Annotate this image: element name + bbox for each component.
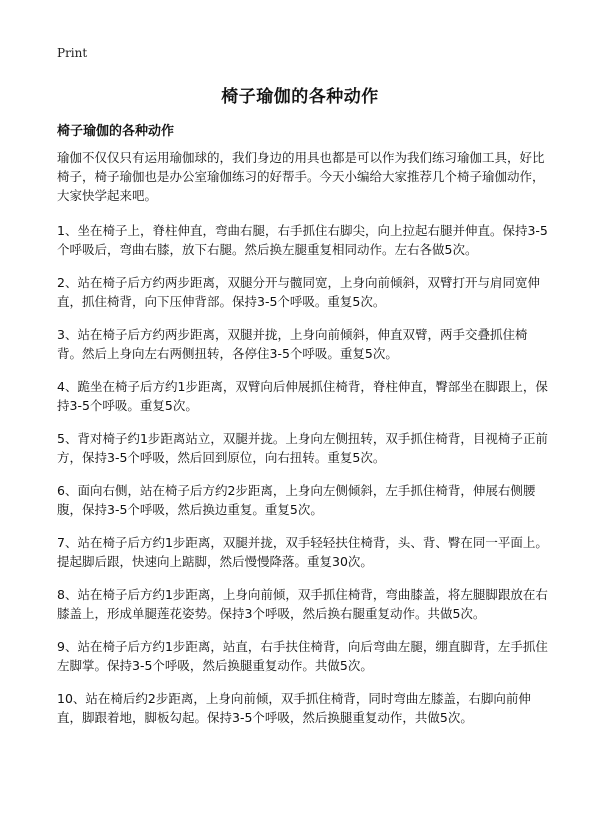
step-paragraph-4: 4、跪坐在椅子后方约1步距离，双臂向后伸展抓住椅背，脊柱伸直，臀部坐在脚跟上，保持3-5个呼吸。重复5次。 xyxy=(57,379,548,413)
article-subtitle: 椅子瑜伽的各种动作 xyxy=(57,124,175,139)
step-paragraph-5: 5、背对椅子约1步距离站立，双腿并拢。上身向左侧扭转，双手抓住椅背，目视椅子正前方，保持3-5个呼吸，然后回到原位，向右扭转。重复5次。 xyxy=(57,431,548,465)
step-paragraph-2: 2、站在椅子后方约两步距离，双腿分开与髋同宽，上身向前倾斜，双臂打开与肩同宽伸直，抓住椅背，向下压伸背部。保持3-5个呼吸。重复5次。 xyxy=(57,275,540,309)
step-paragraph-6: 6、面向右侧，站在椅子后方约2步距离，上身向左侧倾斜，左手抓住椅背，伸展右侧腰腹，保持3-5个呼吸，然后换边重复。重复5次。 xyxy=(57,483,536,517)
article-body xyxy=(57,148,551,741)
step-paragraph-9: 9、站在椅子后方约1步距离，站直，右手扶住椅背，向后弯曲左腿，绷直脚背，左手抓住左脚掌。保持3-5个呼吸，然后换腿重复动作。共做5次。 xyxy=(57,639,548,673)
step-paragraph-10: 10、站在椅后约2步距离，上身向前倾，双手抓住椅背，同时弯曲左膝盖，右脚向前伸直，脚跟着地，脚板勾起。保持3-5个呼吸，然后换腿重复动作，共做5次。 xyxy=(57,691,531,725)
step-paragraph-8: 8、站在椅子后方约1步距离，上身向前倾，双手抓住椅背，弯曲膝盖，将左腿脚跟放在右膝盖上，形成单腿莲花姿势。保持3个呼吸，然后换右腿重复动作。共做5次。 xyxy=(57,587,548,621)
print-link[interactable]: Print xyxy=(57,46,88,60)
intro-paragraph: 瑜伽不仅仅只有运用瑜伽球的，我们身边的用具也都是可以作为我们练习瑜伽工具，好比椅子，椅子瑜伽也是办公室瑜伽练习的好帮手。今天小编给大家推荐几个椅子瑜伽动作，大家快学起来吧。 xyxy=(57,150,545,203)
step-paragraph-3: 3、站在椅子后方约两步距离，双腿并拢，上身向前倾斜，伸直双臂，两手交叠抓住椅背。然后上身向左右两侧扭转，各停住3-5个呼吸。重复5次。 xyxy=(57,327,528,361)
step-paragraph-1: 1、坐在椅子上，脊柱伸直，弯曲右腿，右手抓住右脚尖，向上拉起右腿并伸直。保持3-5个呼吸后，弯曲右膝，放下右腿。然后换左腿重复相同动作。左右各做5次。 xyxy=(57,223,548,257)
page-title: 椅子瑜伽的各种动作 xyxy=(221,87,379,107)
step-paragraph-7: 7、站在椅子后方约1步距离，双腿并拢，双手轻轻扶住椅背，头、背、臀在同一平面上。提起脚后跟，快速向上踮脚，然后慢慢降落。重复30次。 xyxy=(57,535,548,569)
